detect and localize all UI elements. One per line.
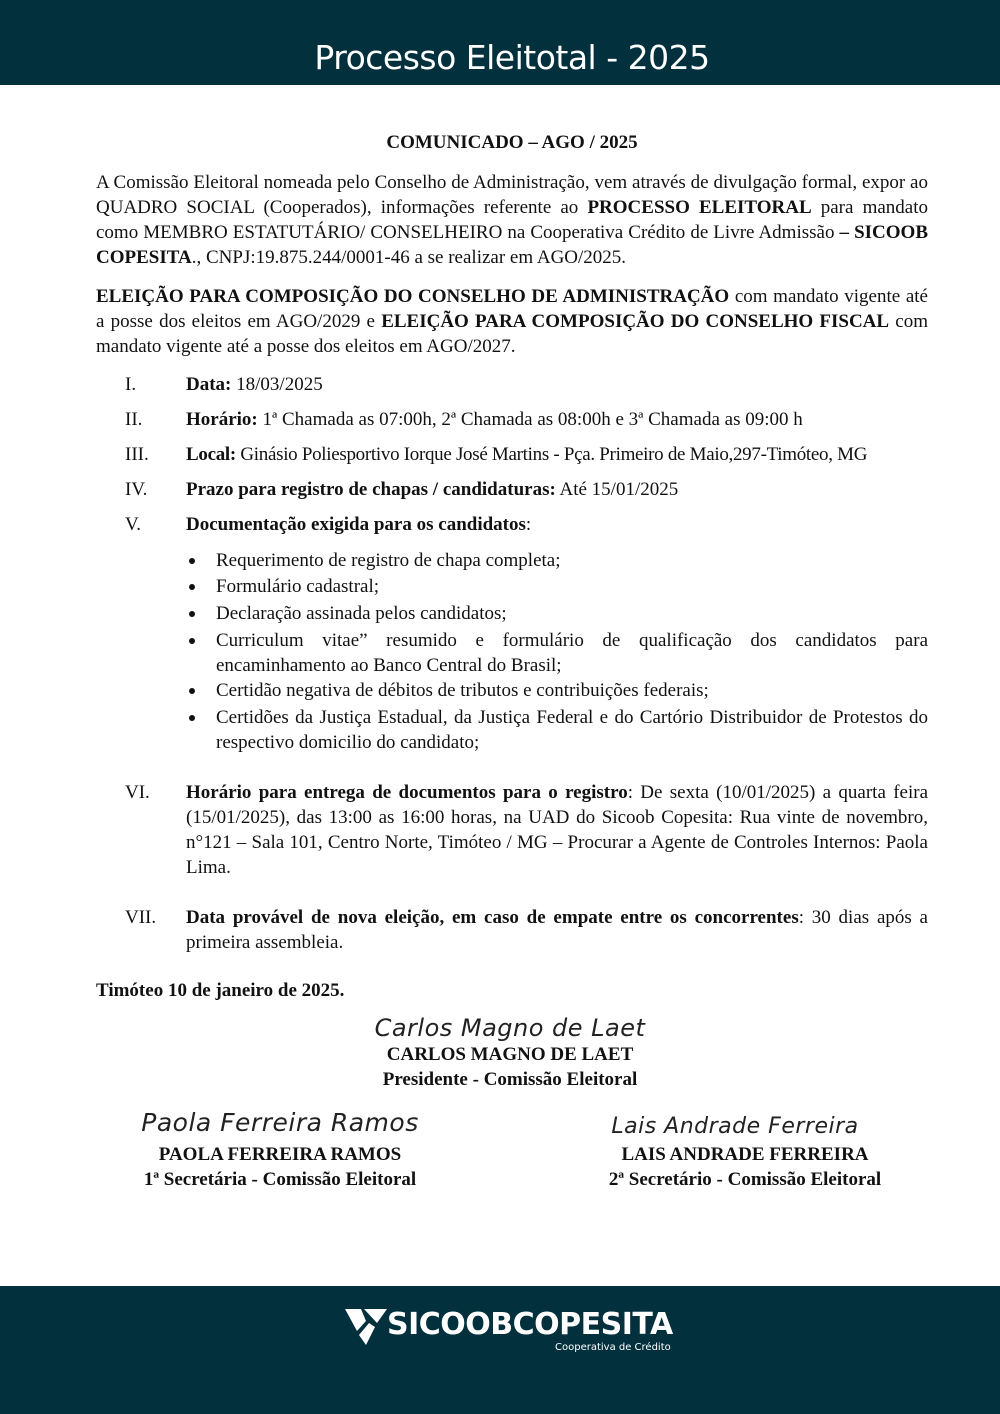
bullet-item bbox=[186, 601, 928, 626]
item-label: Data: bbox=[186, 374, 232, 395]
text: A Comissão Eleitoral nomeada pelo Conselho de Administração, vem através de divulgação formal, expor ao QUADRO SOCIAL (Cooperados), informações referente ao bbox=[96, 172, 928, 218]
signatory-name: PAOLA FERREIRA RAMOS bbox=[158, 1144, 402, 1165]
item-number: VII. bbox=[125, 907, 157, 928]
signatory-secretary-2 bbox=[545, 1142, 945, 1192]
item-label: Data provável de nova eleição, em caso de empate entre os concorrentes bbox=[186, 907, 799, 928]
signature-paola: Paola Ferreira Ramos bbox=[141, 1108, 419, 1137]
logo-subtitle: Cooperativa de Crédito bbox=[555, 1342, 671, 1353]
signatory-role: 1ª Secretária - Comissão Eleitoral bbox=[143, 1169, 417, 1190]
signature-carlos: Carlos Magno de Laet bbox=[374, 1014, 646, 1042]
bullet-text: Curriculum vitae” resumido e formulário de qualificação dos candidatos para encaminhamento ao Banco Central do Brasil; bbox=[216, 630, 928, 676]
bold-text: PROCESSO ELEITORAL bbox=[587, 197, 812, 218]
item-label: Documentação exigida para os candidatos bbox=[186, 514, 526, 535]
date-line: Timóteo 10 de janeiro de 2025. bbox=[96, 980, 345, 1001]
bullet-text: Declaração assinada pelos candidatos; bbox=[216, 603, 507, 624]
item-number: II. bbox=[125, 409, 143, 430]
bullet-item bbox=[186, 628, 928, 678]
item-number: V. bbox=[125, 514, 142, 535]
item-number: IV. bbox=[125, 479, 148, 500]
bullet-text: Certidões da Justiça Estadual, da Justiça Federal e do Cartório Distribuidor de Protestos do respectivo domicilio do candidato; bbox=[216, 707, 928, 753]
bullet-text: Certidão negativa de débitos de tributos e contribuições federais; bbox=[216, 680, 709, 701]
signatory-name: LAIS ANDRADE FERREIRA bbox=[621, 1144, 869, 1165]
sicoob-logo bbox=[345, 1307, 685, 1357]
item-text: : bbox=[525, 514, 532, 535]
intro-paragraph bbox=[96, 170, 928, 270]
item-text: : De sexta (10/01/2025) a quarta feira (15/01/2025), das 13:00 as 16:00 horas, na UAD do Sicoob Copesita: Rua vinte de novembro, n°121 – Sala 101, Centro Norte, Timóteo / MG – Procurar a Agente de Controles Internos: Paola Lima. bbox=[186, 782, 928, 878]
item-text: : 30 dias após a primeira assembleia. bbox=[186, 907, 928, 953]
item-label: Horário para entrega de documentos para o registro bbox=[186, 782, 628, 803]
bold-text: ELEIÇÃO PARA COMPOSIÇÃO DO CONSELHO FISCAL bbox=[381, 311, 890, 332]
sicoob-logo-icon bbox=[345, 1309, 387, 1345]
item-label: Prazo para registro de chapas / candidaturas: bbox=[186, 479, 556, 500]
text: com mandato vigente até a posse dos eleitos em AGO/2029 e bbox=[96, 286, 928, 332]
signatory-role: Presidente - Comissão Eleitoral bbox=[382, 1069, 638, 1090]
signature-lais: Lais Andrade Ferreira bbox=[611, 1114, 859, 1139]
item-text: Até 15/01/2025 bbox=[555, 479, 679, 500]
item-label: Local: bbox=[186, 444, 236, 465]
text: para mandato como MEMBRO ESTATUTÁRIO/ CONSELHEIRO na Cooperativa Crédito de Livre Admissão bbox=[96, 197, 928, 243]
document-heading: COMUNICADO – AGO / 2025 bbox=[386, 132, 638, 153]
bold-text: – SICOOB COPESITA bbox=[96, 222, 929, 268]
signatory-name: CARLOS MAGNO DE LAET bbox=[386, 1044, 634, 1065]
election-paragraph bbox=[96, 284, 928, 359]
item-text: 18/03/2025 bbox=[231, 374, 323, 395]
bullet-item bbox=[186, 548, 928, 573]
text: ., CNPJ:19.875.244/0001-46 a se realizar em AGO/2025. bbox=[191, 247, 627, 268]
text: com mandato vigente até a posse dos eleitos em AGO/2027. bbox=[96, 311, 929, 357]
bullet-item bbox=[186, 678, 928, 703]
item-number: I. bbox=[125, 374, 137, 395]
logo-text: SICOOBCOPESITA bbox=[387, 1307, 673, 1342]
item-number: III. bbox=[125, 444, 149, 465]
signatory-role: 2ª Secretário - Comissão Eleitoral bbox=[608, 1169, 882, 1190]
signatory-secretary-1 bbox=[80, 1142, 480, 1192]
signatory-president bbox=[310, 1042, 710, 1092]
bold-text: ELEIÇÃO PARA COMPOSIÇÃO DO CONSELHO DE ADMINISTRAÇÃO bbox=[96, 286, 730, 307]
item-number: VI. bbox=[125, 782, 150, 803]
item-label: Horário: bbox=[186, 409, 258, 430]
bullet-item bbox=[186, 705, 928, 755]
item-text: Ginásio Poliesportivo Iorque José Martins - Pça. Primeiro de Maio,297-Timóteo, MG bbox=[235, 444, 868, 465]
page-title: Processo Eleitotal - 2025 bbox=[314, 38, 710, 77]
bullet-text: Requerimento de registro de chapa completa; bbox=[216, 550, 561, 571]
bullet-text: Formulário cadastral; bbox=[216, 576, 380, 597]
bullet-item bbox=[186, 574, 928, 599]
header-banner bbox=[0, 0, 1000, 85]
item-text: 1ª Chamada as 07:00h, 2ª Chamada as 08:00h e 3ª Chamada as 09:00 h bbox=[257, 409, 803, 430]
